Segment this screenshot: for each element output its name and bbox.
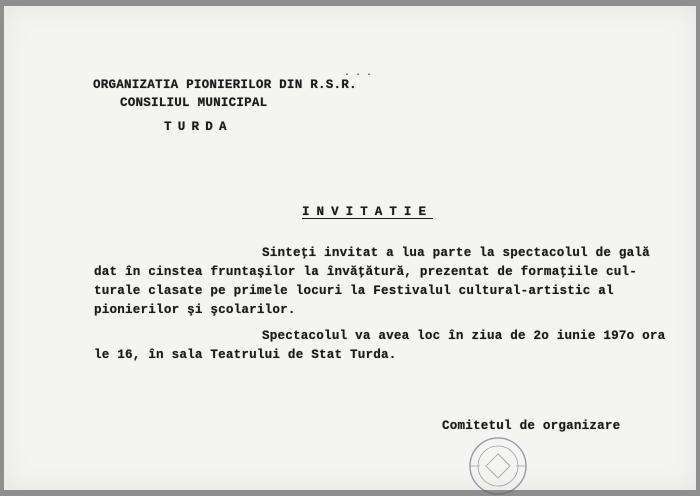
typed-dots: ... [344,68,378,79]
header-organization: ORGANIZATIA PIONIERILOR DIN R.S.R. [93,78,357,92]
body-line-4: pionierilor şi şcolarilor. [94,303,296,317]
body-line-6: le 16, în sala Teatrului de Stat Turda. [94,348,397,362]
document-title: INVITATIE [302,205,434,219]
header-council: CONSILIUL MUNICIPAL [120,96,268,110]
header-city: TURDA [164,120,233,134]
document-page [4,6,696,490]
body-line-1: Sinteţi invitat a lua parte la spectacolul de gală [262,246,650,260]
signature-committee: Comitetul de organizare [442,419,621,433]
stamp-icon [450,426,560,496]
body-line-3: turale clasate pe primele locuri la Festivalul cultural-artistic al [94,284,614,298]
body-line-5: Spectacolul va avea loc în ziua de 2o iunie 197o ora [262,329,666,343]
body-line-2: dat în cinstea fruntaşilor la învăţătură, prezentat de formaţiile cul- [94,265,638,279]
